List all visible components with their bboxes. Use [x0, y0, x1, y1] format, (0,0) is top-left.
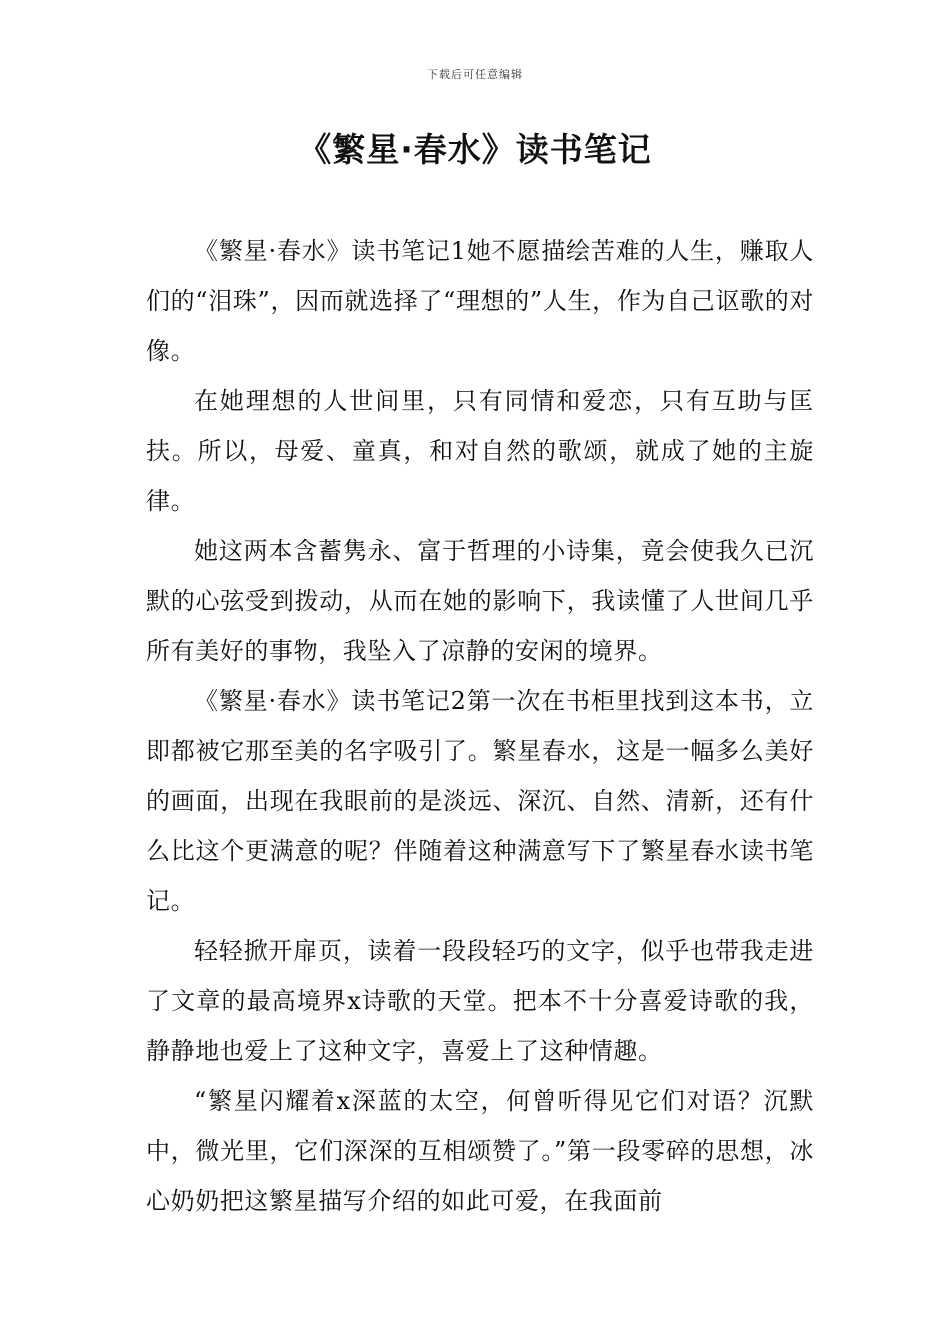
paragraph-5: 轻轻掀开扉页，读着一段段轻巧的文字，似乎也带我走进了文章的最高境界x诗歌的天堂。把本不十分喜爱诗歌的我，静静地也爱上了这种文字，喜爱上了这种情趣。 — [146, 937, 814, 1065]
paragraph-4: 《繁星·春水》读书笔记2第一次在书柜里找到这本书，立即都被它那至美的名字吸引了。繁星春水，这是一幅多么美好的画面，出现在我眼前的是淡远、深沉、自然、清新，还有什么比这个更满意的呢？伴随着这种满意写下了繁星春水读书笔记。 — [146, 687, 814, 915]
paragraph-1: 《繁星·春水》读书笔记1她不愿描绘苦难的人生，赚取人们的“泪珠”，因而就选择了“理想的”人生，作为自己讴歌的对像。 — [146, 237, 814, 365]
paragraph-2: 在她理想的人世间里，只有同情和爱恋，只有互助与匡扶。所以，母爱、童真，和对自然的歌颂，就成了她的主旋律。 — [146, 387, 814, 515]
header-note: 下载后可任意编辑 — [427, 68, 523, 81]
paragraph-6: “繁星闪耀着x深蓝的太空，何曾听得见它们对语？沉默中，微光里，它们深深的互相颂赞了。”第一段零碎的思想，冰心奶奶把这繁星描写介绍的如此可爱，在我面前 — [146, 1087, 814, 1215]
paragraph-3: 她这两本含蓄隽永、富于哲理的小诗集，竟会使我久已沉默的心弦受到拨动，从而在她的影响下，我读懂了人世间几乎所有美好的事物，我坠入了凉静的安闲的境界。 — [146, 537, 814, 665]
page-title: 《繁星·春水》读书笔记 — [298, 130, 652, 169]
document-body — [146, 226, 814, 1226]
